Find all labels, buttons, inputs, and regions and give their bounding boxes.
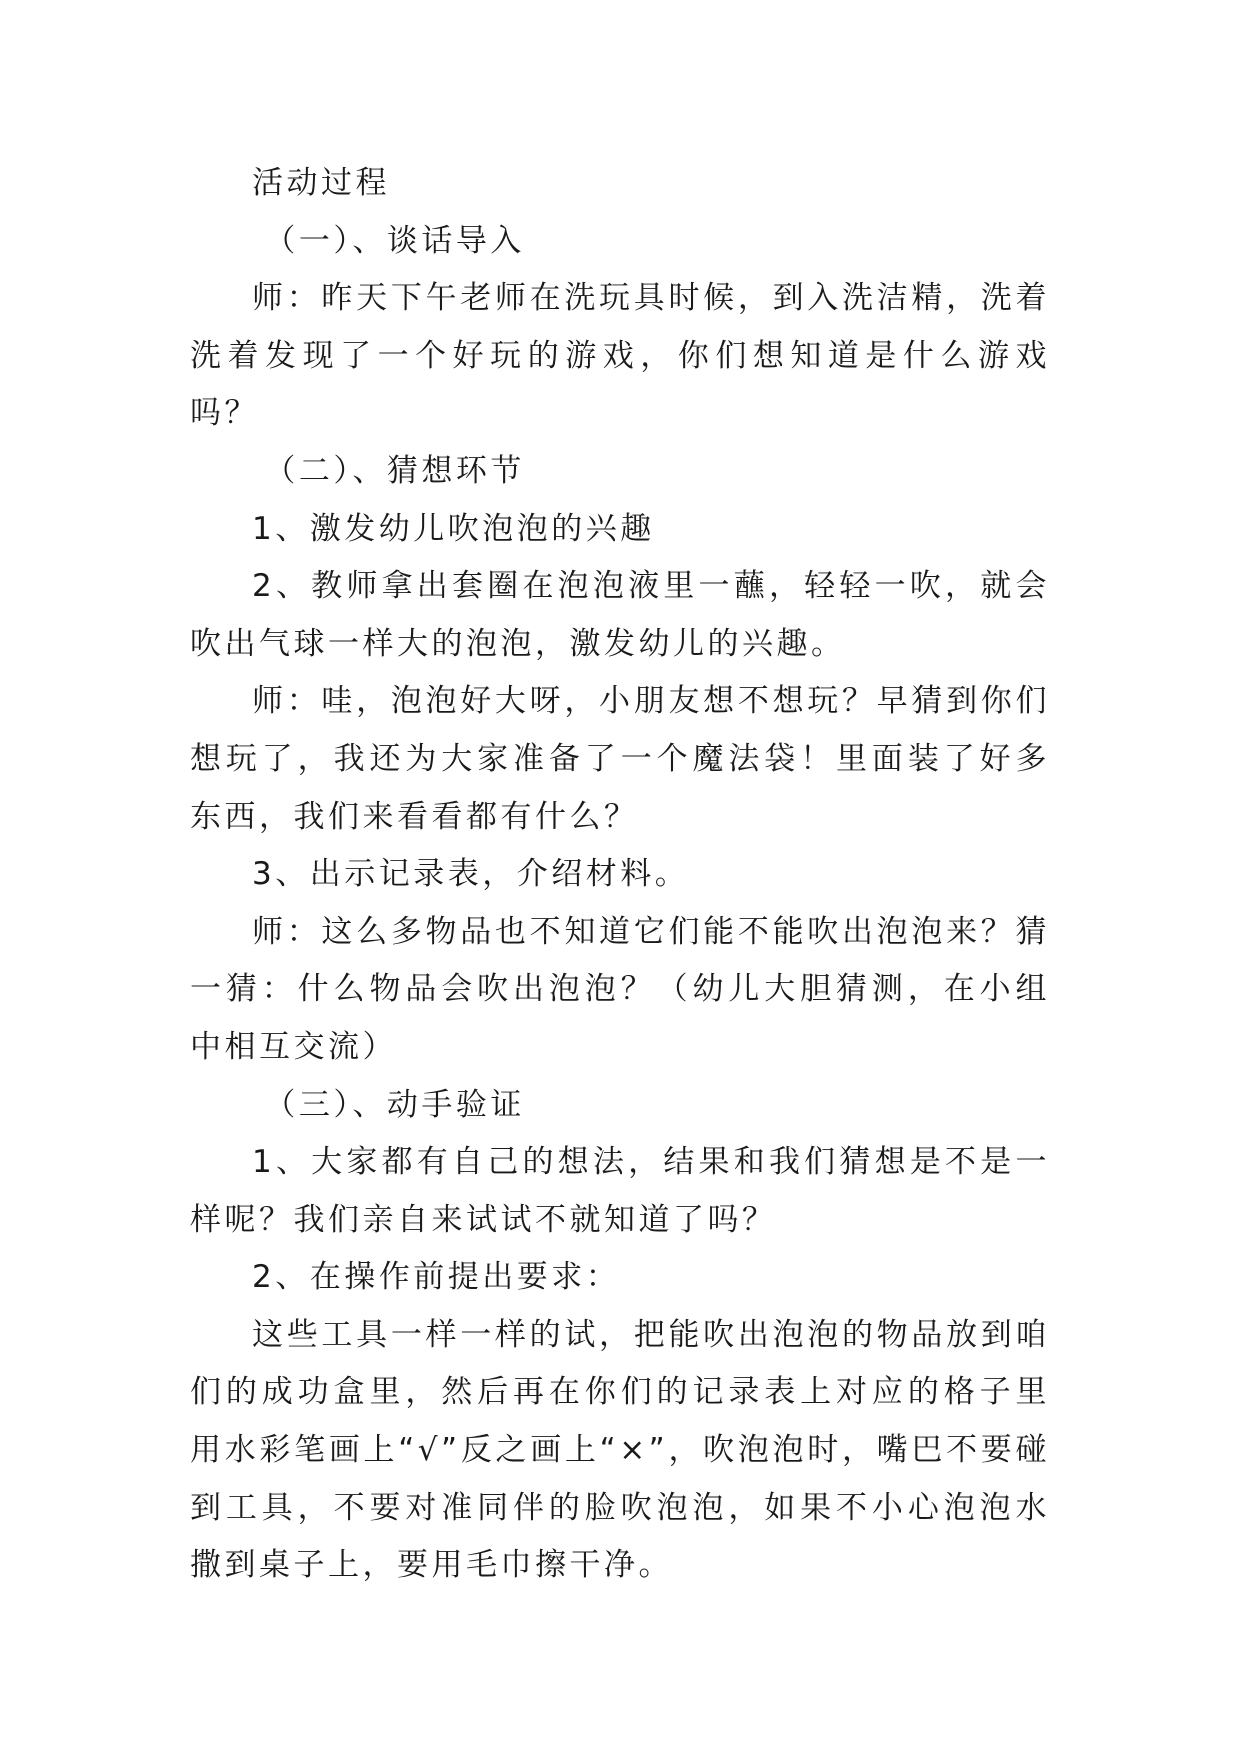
paragraph: 这些工具一样一样的试，把能吹出泡泡的物品放到咱们的成功盒里，然后再在你们的记录表上对应的格子里用水彩笔画上“√”反之画上“×”，吹泡泡时，嘴巴不要碰到工具，不要对准同伴的脸吹泡泡，如果不小心泡泡水撒到桌子上，要用毛巾擦干净。 bbox=[190, 1316, 1050, 1584]
paragraph: 师：昨天下午老师在洗玩具时候，到入洗洁精，洗着洗着发现了一个好玩的游戏，你们想知道是什么游戏吗？ bbox=[190, 280, 1050, 432]
section-1-heading: （一）、谈话导入 bbox=[264, 222, 525, 259]
paragraph: 1、激发幼儿吹泡泡的兴趣 bbox=[252, 510, 655, 547]
paragraph: 师：哇，泡泡好大呀，小朋友想不想玩？早猜到你们想玩了，我还为大家准备了一个魔法袋！里面装了好多东西，我们来看看都有什么？ bbox=[190, 683, 1050, 835]
paragraph: 师：这么多物品也不知道它们能不能吹出泡泡来？猜一猜：什么物品会吹出泡泡？（幼儿大胆猜测，在小组中相互交流） bbox=[190, 913, 1050, 1065]
paragraph: 1、大家都有自己的想法，结果和我们猜想是不是一样呢？我们亲自来试试不就知道了吗？ bbox=[190, 1144, 1050, 1238]
activity-process-heading: 活动过程 bbox=[252, 165, 390, 201]
paragraph: 2、在操作前提出要求： bbox=[252, 1259, 621, 1296]
section-3-heading: （三）、动手验证 bbox=[264, 1086, 525, 1123]
document-body bbox=[190, 155, 1050, 1595]
paragraph: 3、出示记录表，介绍材料。 bbox=[252, 856, 690, 893]
section-2-heading: （二）、猜想环节 bbox=[264, 452, 525, 489]
paragraph: 2、教师拿出套圈在泡泡液里一蘸，轻轻一吹，就会吹出气球一样大的泡泡，激发幼儿的兴趣。 bbox=[190, 568, 1050, 662]
